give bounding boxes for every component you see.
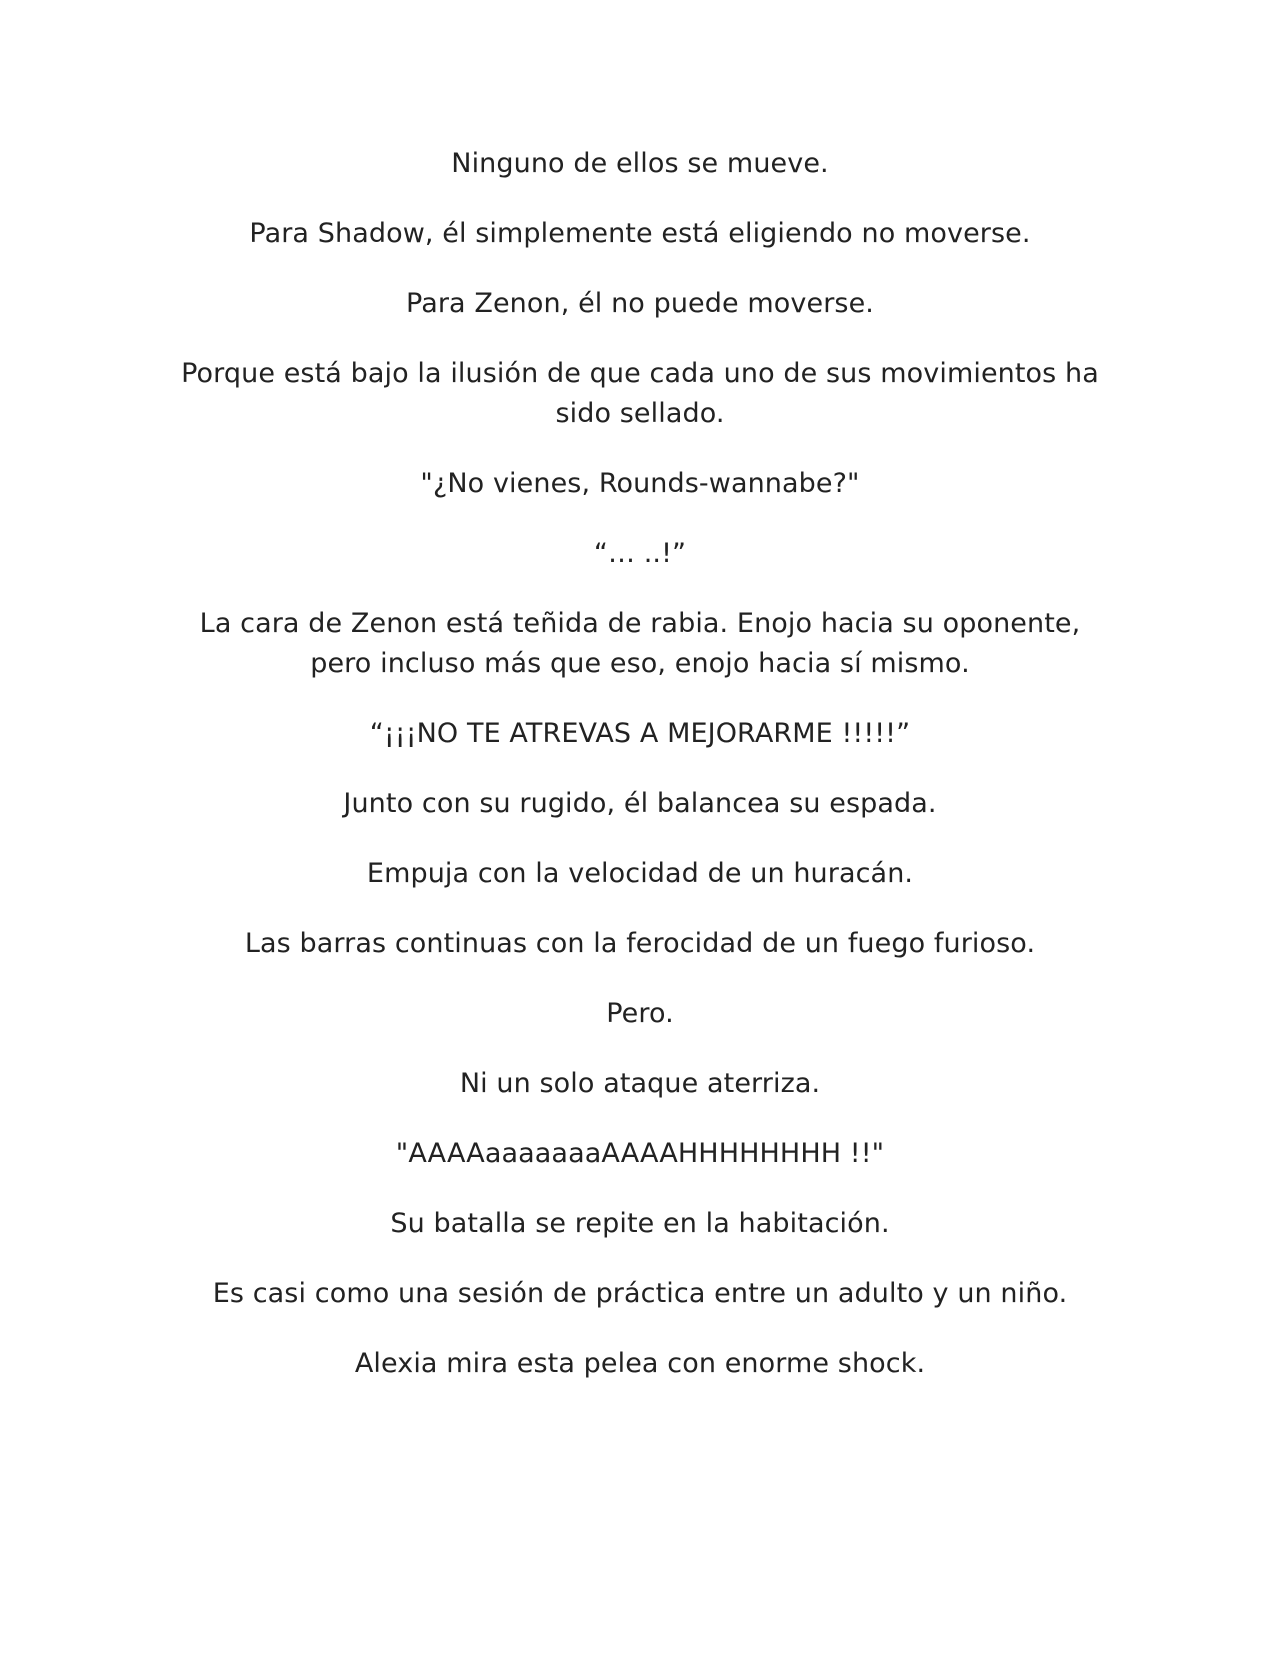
- paragraph: “… ..!”: [593, 538, 687, 569]
- paragraph: Porque está bajo la ilusión de que cada uno de sus movimientos ha sido sellado.: [181, 358, 1099, 429]
- paragraph: Es casi como una sesión de práctica entre un adulto y un niño.: [212, 1278, 1068, 1309]
- paragraph: "AAAAaaaaaaaAAAAHHHHHHHH !!": [395, 1138, 885, 1169]
- paragraph: Su batalla se repite en la habitación.: [390, 1208, 890, 1239]
- paragraph: "¿No vienes, Rounds-wannabe?": [420, 468, 860, 499]
- paragraph: “¡¡¡NO TE ATREVAS A MEJORARME !!!!!”: [369, 718, 911, 749]
- paragraph: Empuja con la velocidad de un huracán.: [366, 858, 914, 889]
- paragraph: Alexia mira esta pelea con enorme shock.: [354, 1348, 926, 1379]
- paragraph: Las barras continuas con la ferocidad de un fuego furioso.: [244, 928, 1036, 959]
- paragraph: Ni un solo ataque aterriza.: [459, 1068, 821, 1099]
- document-body: [170, 144, 1110, 1414]
- paragraph: Pero.: [606, 998, 674, 1029]
- paragraph: Junto con su rugido, él balancea su espada.: [343, 788, 937, 819]
- paragraph: Ninguno de ellos se mueve.: [451, 148, 829, 179]
- paragraph: Para Shadow, él simplemente está eligiendo no moverse.: [249, 218, 1031, 249]
- paragraph: La cara de Zenon está teñida de rabia. Enojo hacia su oponente, pero incluso más que eso, enojo hacia sí mismo.: [199, 608, 1081, 679]
- paragraph: Para Zenon, él no puede moverse.: [406, 288, 874, 319]
